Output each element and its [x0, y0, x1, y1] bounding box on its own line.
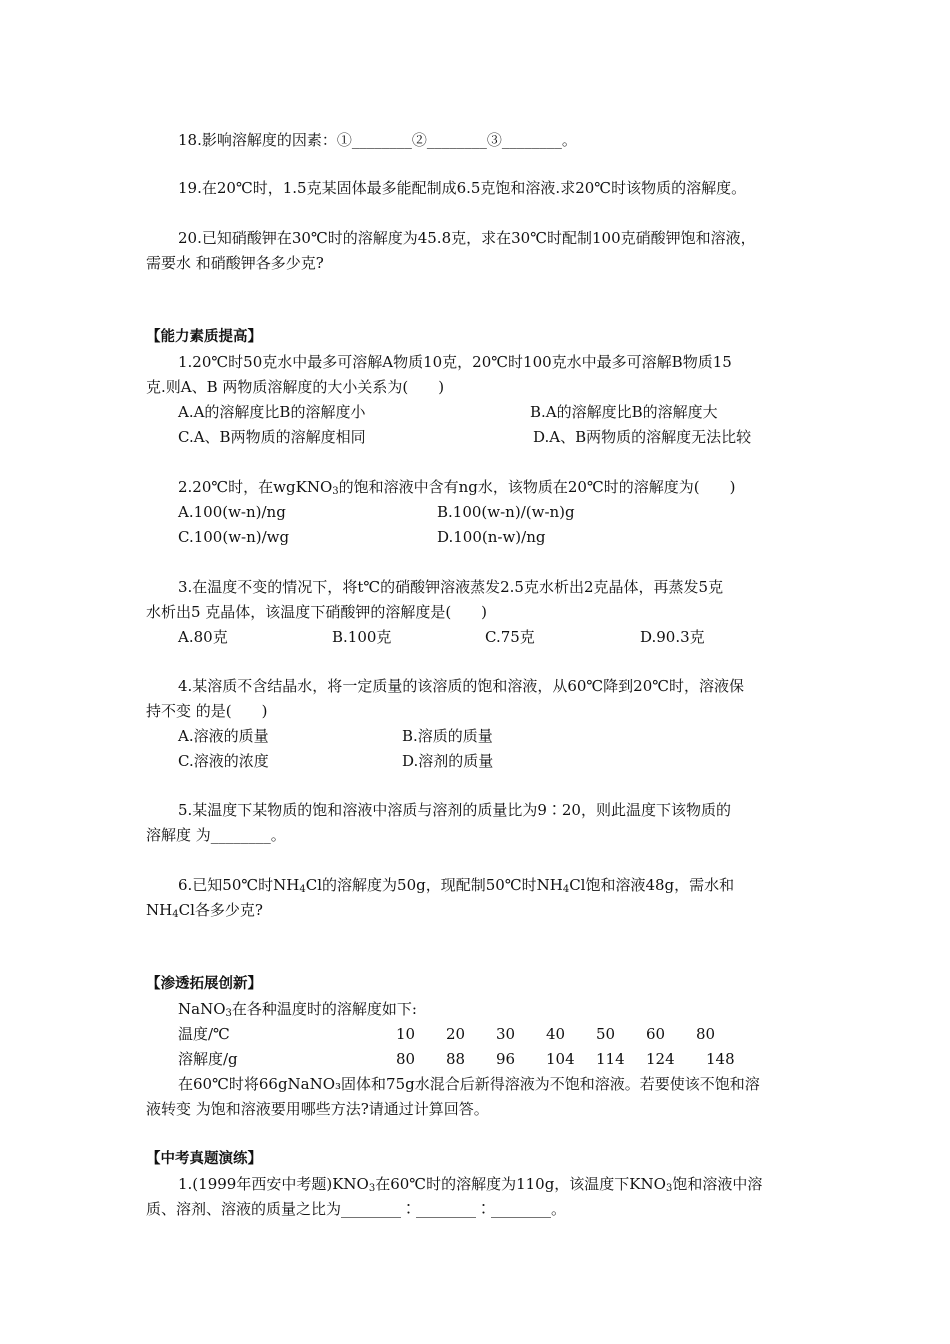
problem-3-option-d: D.90.3克 [640, 628, 705, 646]
problem-4-line1: 4.某溶质不含结晶水，将一定质量的该溶质的饱和溶液，从60℃降到20℃时，溶液保 [178, 677, 745, 695]
table-cell: 60 [646, 1025, 666, 1043]
table-cell: 124 [646, 1050, 675, 1068]
extension-question-line1: 在60℃时将66gNaNO₃固体和75g水混合后新得溶液为不饱和溶液。若要使该不饱和溶 [178, 1075, 760, 1093]
problem-3-option-a: A.80克 [178, 628, 228, 646]
table-cell: 148 [706, 1050, 735, 1068]
problem-4-option-b: B.溶质的质量 [402, 727, 493, 745]
problem-3-option-b: B.100克 [332, 628, 392, 646]
table-cell: 96 [496, 1050, 516, 1068]
problem-6-line2: $NH_4Cl$各多少克? [146, 901, 263, 920]
problem-2-stem: 2.20℃时，在wgKNO$_3$的饱和溶液中含有ng水，该物质在20℃时的溶解度为( ) [178, 478, 736, 497]
table-row-label: 溶解度/g [178, 1050, 238, 1068]
table-cell: 80 [396, 1050, 416, 1068]
table-cell: 20 [446, 1025, 466, 1043]
table-row-label: 温度/℃ [178, 1025, 230, 1043]
problem-6-line1: 6.已知50℃时$NH_4Cl$的溶解度为50g，现配制50℃时$NH_4Cl$饱和溶液48g，需水和 [178, 876, 735, 895]
problem-2-option-c: C.100(w-n)/wg [178, 528, 290, 546]
problem-4-line2: 持不变 的是( ) [146, 702, 268, 720]
problem-4-option-a: A.溶液的质量 [178, 727, 269, 745]
extension-question-line2: 液转变 为饱和溶液要用哪些方法?请通过计算回答。 [146, 1100, 489, 1118]
problem-2-option-d: D.100(n-w)/ng [437, 528, 546, 546]
section-heading-exam: 【中考真题演练】 [146, 1151, 262, 1167]
problem-1-option-a: A.A的溶解度比B的溶解度小 [178, 403, 366, 421]
question-19: 19.在20℃时，1.5克某固体最多能配制成6.5克饱和溶液.求20℃时该物质的溶解度。 [178, 179, 747, 197]
question-18: 18.影响溶解度的因素：①________②________③________。 [178, 131, 577, 149]
section-heading-ability: 【能力素质提高】 [146, 329, 262, 345]
table-cell: 10 [396, 1025, 416, 1043]
problem-1-option-b: B.A的溶解度比B的溶解度大 [530, 403, 718, 421]
table-cell: 40 [546, 1025, 566, 1043]
exam-question-1-line2: 质、溶剂、溶液的质量之比为________∶________∶________。 [146, 1200, 567, 1218]
problem-4-option-d: D.溶剂的质量 [402, 752, 494, 770]
table-cell: 30 [496, 1025, 516, 1043]
problem-4-option-c: C.溶液的浓度 [178, 752, 269, 770]
problem-1-line1: 1.20℃时50克水中最多可溶解A物质10克，20℃时100克水中最多可溶解B物质15 [178, 353, 732, 371]
table-cell: 114 [596, 1050, 625, 1068]
table-cell: 104 [546, 1050, 575, 1068]
question-20-line2: 需要水 和硝酸钾各多少克? [146, 254, 324, 272]
problem-1-line2: 克.则A、B 两物质溶解度的大小关系为( ) [146, 378, 445, 396]
problem-5-line2: 溶解度 为________。 [146, 826, 286, 844]
problem-3-line2: 水析出5 克晶体，该温度下硝酸钾的溶解度是( ) [146, 603, 488, 621]
table-cell: 88 [446, 1050, 466, 1068]
exam-question-1-line1: 1.(1999年西安中考题)$KNO_3$在60℃时的溶解度为110g，该温度下$KNO_3$饱和溶液中溶 [178, 1175, 763, 1194]
problem-3-line1: 3.在温度不变的情况下，将t℃的硝酸钾溶液蒸发2.5克水析出2克晶体，再蒸发5克 [178, 578, 724, 596]
table-intro: NaNO$_3$在各种温度时的溶解度如下: [178, 1000, 417, 1019]
problem-1-option-d: D.A、B两物质的溶解度无法比较 [533, 428, 752, 446]
problem-2-option-a: A.100(w-n)/ng [178, 503, 286, 521]
table-cell: 50 [596, 1025, 616, 1043]
problem-3-option-c: C.75克 [485, 628, 535, 646]
section-heading-extension: 【渗透拓展创新】 [146, 976, 262, 992]
problem-2-option-b: B.100(w-n)/(w-n)g [437, 503, 575, 521]
table-cell: 80 [696, 1025, 716, 1043]
question-20-line1: 20.已知硝酸钾在30℃时的溶解度为45.8克，求在30℃时配制100克硝酸钾饱和溶液， [178, 229, 756, 247]
problem-5-line1: 5.某温度下某物质的饱和溶液中溶质与溶剂的质量比为9∶20，则此温度下该物质的 [178, 801, 731, 819]
problem-1-option-c: C.A、B两物质的溶解度相同 [178, 428, 366, 446]
